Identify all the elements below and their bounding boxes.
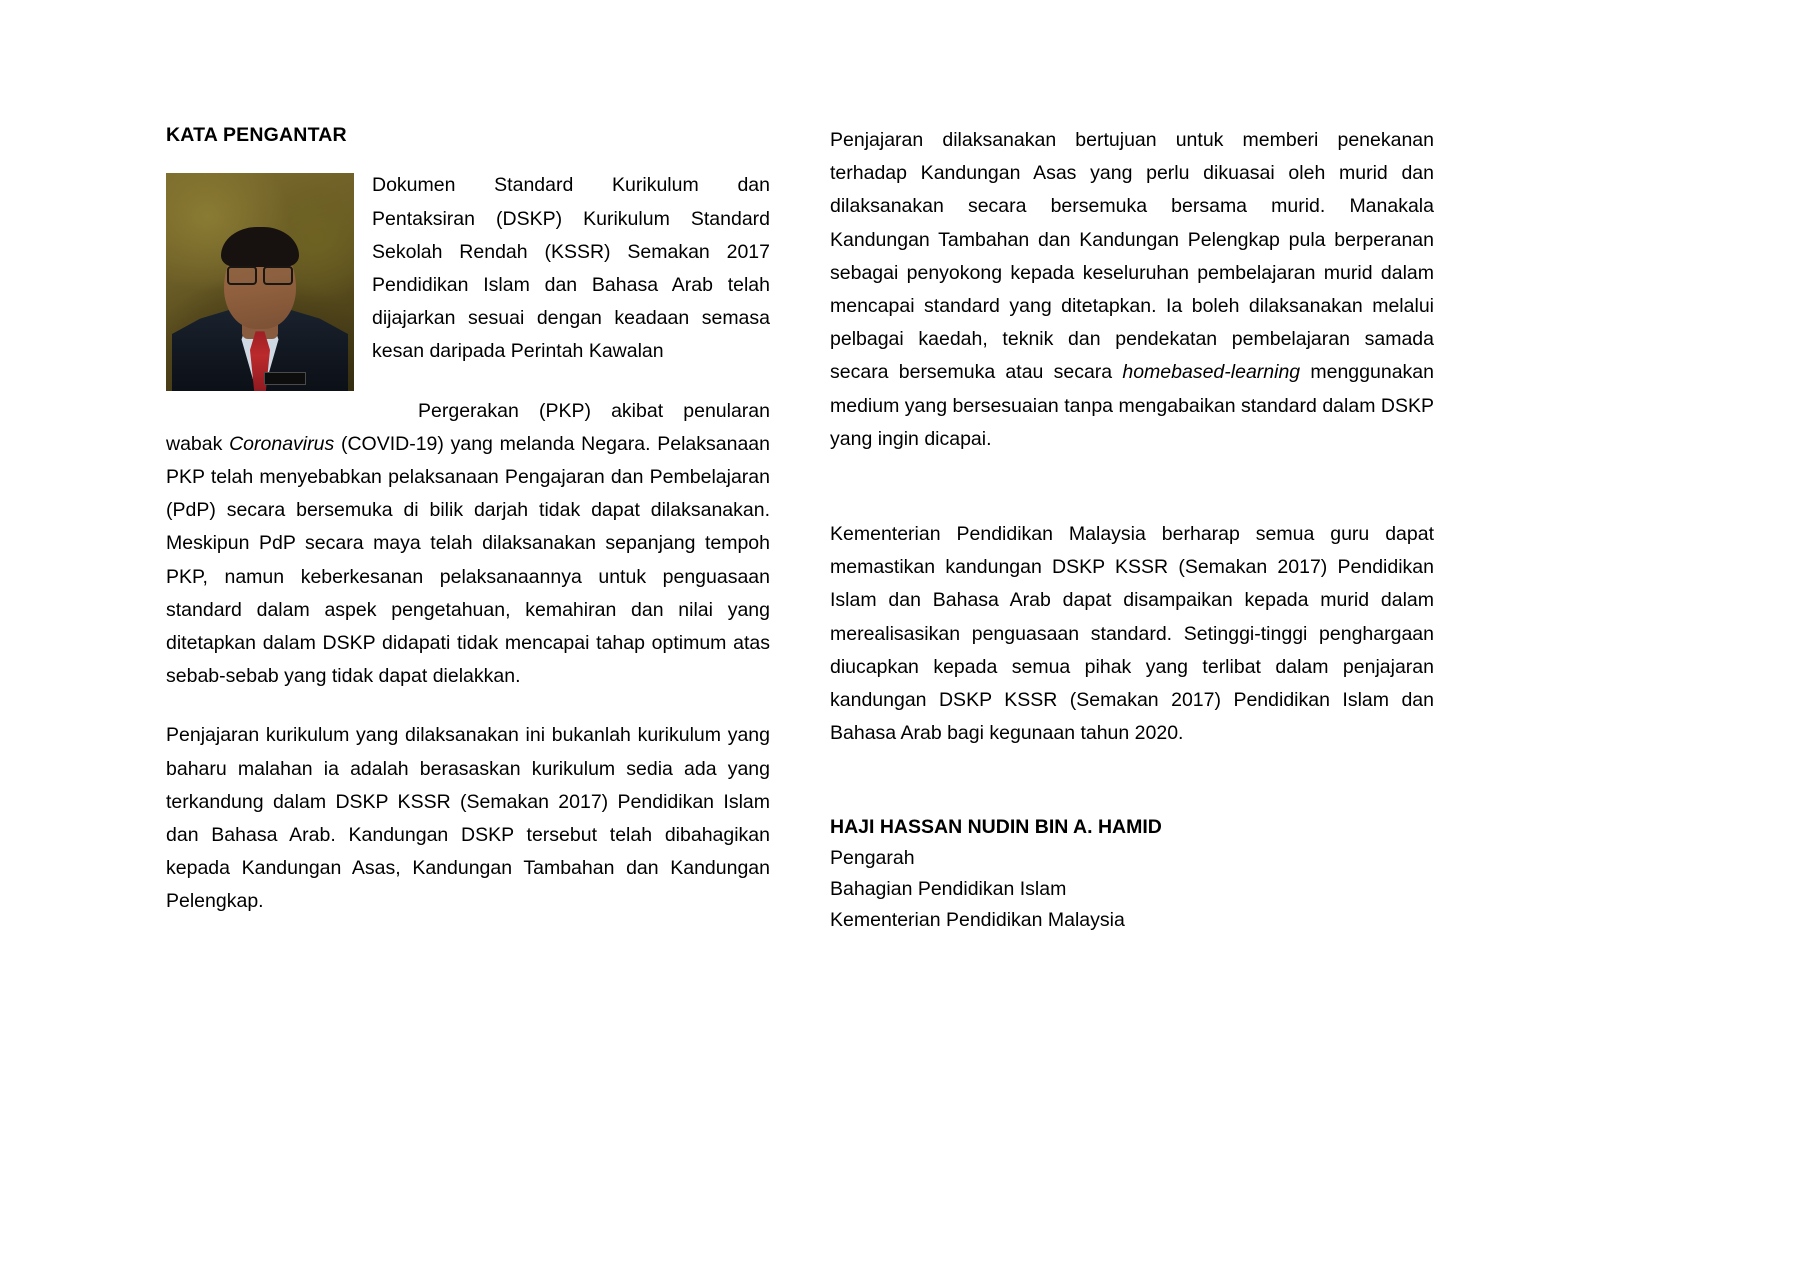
signature-division: Bahagian Pendidikan Islam xyxy=(830,878,1067,901)
paragraph-pkp-part1: Pergerakan (PKP) akibat penularan wabak xyxy=(166,399,770,455)
paragraph-kementerian-harapan: Kementerian Pendidikan Malaysia berharap semua guru dapat memastikan kandungan DSKP KSSR (Semakan 2017) Pendidikan Islam dan Bahasa Arab dapat disampaikan kepada murid dalam merealisasikan penguasaan standard. Setinggi-tinggi penghargaan diucapkan kepada semua pihak yang terlibat dalam penjajaran kandungan DSKP KSSR (Semakan 2017) Pendidikan Islam dan Bahasa Arab bagi kegunaan tahun 2020. xyxy=(830,523,1434,745)
right-column xyxy=(830,124,1434,945)
signature-block xyxy=(830,812,1434,936)
paragraph-penjajaran-kurikulum: Penjajaran kurikulum yang dilaksanakan ini bukanlah kurikulum yang baharu malahan ia adalah berasaskan kurikulum sedia ada yang terkandung dalam DSKP KSSR (Semakan 2017) Pendidikan Islam dan Bahasa Arab. Kandungan DSKP tersebut telah dibahagikan kepada Kandungan Asas, Kandungan Tambahan dan Kandungan Pelengkap. xyxy=(166,724,770,913)
paragraph-gap xyxy=(830,482,1434,518)
paragraph-intro: Dokumen Standard Kurikulum dan Pentaksiran (DSKP) Kurikulum Standard Sekolah Rendah (KSSR) Semakan 2017 Pendidikan Islam dan Bahasa Arab telah dijajarkan sesuai dengan keadaan semasa kesan daripada Perintah Kawalan xyxy=(372,174,770,363)
left-column xyxy=(166,124,770,945)
paragraph-pkp-part2: (COVID-19) yang melanda Negara. Pelaksanaan PKP telah menyebabkan pelaksanaan Pengajaran dan Pembelajaran (PdP) secara bersemuka di bilik darjah tidak dapat dilaksanakan. Meskipun PdP secara maya telah dilaksanakan sepanjang tempoh PKP, namun keberkesanan pelaksanaannya untuk penguasaan standard dalam aspek pengetahuan, kemahiran dan nilai yang ditetapkan dalam DSKP didapati tidak mencapai tahap optimum atas sebab-sebab yang tidak dapat dielakkan. xyxy=(166,432,770,688)
term-coronavirus: Coronavirus xyxy=(229,432,335,455)
signature-gap xyxy=(830,776,1434,812)
paragraph-tujuan-part1: Penjajaran dilaksanakan bertujuan untuk memberi penekanan terhadap Kandungan Asas yang perlu dikuasai oleh murid dan dilaksanakan secara bersemuka bersama murid. Manakala Kandungan Tambahan dan Kandungan Pelengkap pula berperanan sebagai penyokong kepada keseluruhan pembelajaran murid dalam mencapai standard yang ditetapkan. Ia boleh dilaksanakan melalui pelbagai kaedah, teknik dan pendekatan pembelajaran samada secara bersemuka atau secara xyxy=(830,129,1434,384)
signature-position: Pengarah xyxy=(830,847,915,870)
two-column-layout xyxy=(166,124,1634,945)
signature-name: HAJI HASSAN NUDIN BIN A. HAMID xyxy=(830,816,1162,839)
page-title: KATA PENGANTAR xyxy=(166,124,347,146)
paragraph-penjajaran-tujuan xyxy=(830,124,1434,456)
term-homebased-learning: homebased-learning xyxy=(1122,361,1301,384)
portrait-photo-director xyxy=(166,173,354,391)
signature-ministry: Kementerian Pendidikan Malaysia xyxy=(830,909,1125,932)
portrait-glasses xyxy=(227,266,293,281)
paragraph-tujuan-part2: menggunakan medium yang bersesuaian tanpa mengabaikan standard dalam DSKP yang ingin dicapai. xyxy=(830,361,1434,450)
paragraph-pkp xyxy=(166,395,770,694)
portrait-name-badge xyxy=(264,372,306,385)
